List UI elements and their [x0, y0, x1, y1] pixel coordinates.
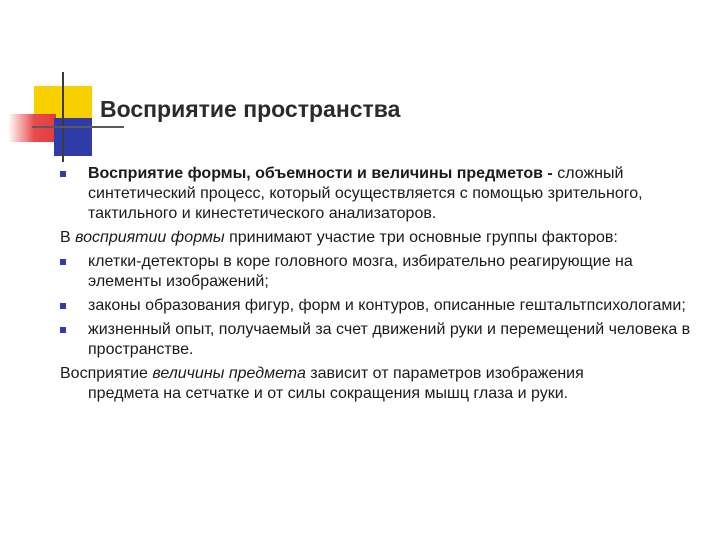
bullet-item-experience: [60, 320, 700, 360]
bullet-text: законы образования фигур, форм и контуров, описанные гештальтпсихологами;: [88, 297, 686, 314]
decor-blue-square: [54, 118, 92, 156]
bullet-text: клетки-детекторы в коре головного мозга, избирательно реагирующие на элементы изображений;: [88, 253, 633, 290]
paragraph-form-factors: [60, 228, 700, 248]
para1-italic: восприятии формы: [75, 229, 225, 246]
para1-pre: В: [60, 229, 76, 246]
bullet-item-detectors: [60, 252, 700, 292]
slide-title: Восприятие пространства: [100, 96, 401, 122]
bullet-square-icon: [60, 327, 66, 333]
paragraph-size-perception: [60, 364, 700, 404]
bullet-item-definition: [60, 164, 700, 224]
bullet-text: жизненный опыт, получаемый за счет движений руки и перемещений человека в пространстве.: [88, 321, 691, 358]
para2-pre: Восприятие: [60, 365, 153, 382]
para1-post: принимают участие три основные группы факторов:: [224, 229, 618, 246]
para2-post: зависит от параметров изображения: [305, 365, 584, 382]
bullet-item-gestalt: [60, 296, 700, 316]
para2-continuation: предмета на сетчатке и от силы сокращения мышц глаза и руки.: [88, 385, 569, 402]
decor-red-bar: [8, 114, 56, 142]
para2-italic: величины предмета: [152, 365, 306, 382]
bullet-square-icon: [60, 303, 66, 309]
decor-horizontal-line: [32, 126, 124, 128]
bullet-square-icon: [60, 259, 66, 265]
bullet-square-icon: [60, 171, 66, 177]
decor-vertical-line: [62, 72, 64, 162]
definition-text: сложный синтетический процесс, который осуществляется с помощью зрительного, тактильного и кинестетического анализаторов.: [88, 165, 643, 222]
definition-term: Восприятие формы, объемности и величины предметов -: [88, 165, 553, 182]
slide-body: [60, 164, 700, 408]
